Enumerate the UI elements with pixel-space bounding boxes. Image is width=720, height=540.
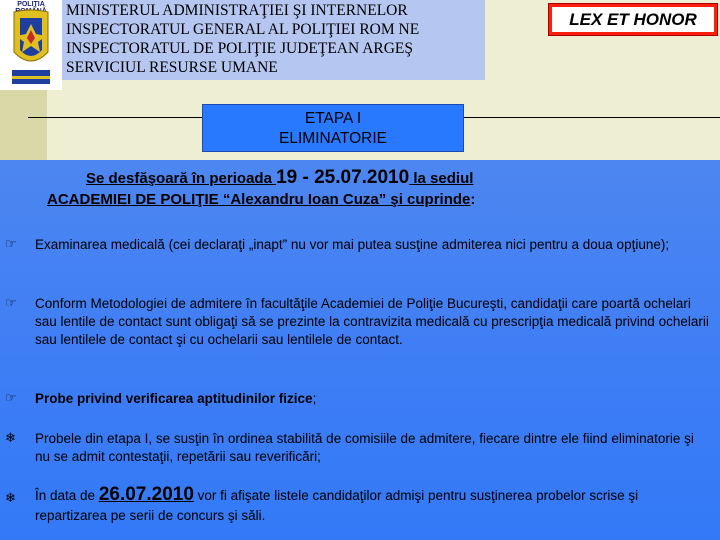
item-physical-tests: [35, 390, 711, 408]
divider-left: [28, 117, 202, 118]
intro-academy-text: ACADEMIEI DE POLIŢIE “Alexandru Ioan Cuza” şi cuprinde: [47, 191, 471, 208]
intro-date: 19 - 25.07.2010: [276, 167, 410, 188]
divider-right: [462, 117, 720, 118]
intro-line1: [86, 167, 473, 189]
hand-pointer-icon: ☞: [5, 390, 17, 405]
item-glasses-rule: Conform Metodologiei de admitere în facultăţile Academiei de Poliţie Bucureşti, candidaţii care poartă ochelari sau lentile de contact sunt obligaţi să se prezinte la contravizita medicală cu prescripţia medicală privind ochelarii sau lentilele de contact şi cu ochelarii sau lentilele de contact.: [35, 296, 709, 347]
snowflake-icon: ❄: [5, 430, 16, 445]
hand-pointer-icon: ☞: [5, 236, 17, 251]
item-results-date: [35, 485, 711, 526]
results-text-a: În data de: [35, 488, 99, 503]
results-text-b: vor fi afişate listele candidaţilor admişi pentru susţinerea probelor scrise şi repartizarea pe serii de concurs şi săli.: [35, 488, 639, 523]
intro-location-text: la sediul: [409, 170, 474, 187]
content-panel: [0, 160, 720, 540]
hand-pointer-icon: ☞: [5, 295, 17, 310]
physical-tests-label: Probe privind verificarea aptitudinilor fizice: [35, 391, 313, 406]
motto-text: LEX ET HONOR: [569, 9, 697, 29]
intro-line2: [47, 191, 475, 208]
stage-title-box: [202, 104, 464, 152]
header-ministry: MINISTERUL ADMINISTRAŢIEI ŞI INTERNELOR: [66, 2, 408, 19]
police-logo: [0, 0, 62, 90]
item-eliminatory-tests: Probele din etapa I, se susţin în ordinea stabilită de comisiile de admitere, fiecare dintre ele fiind eliminatorie şi nu se admit contestaţii, repetării sau reverificări;: [35, 431, 694, 464]
logo-text: POLIŢIA: [17, 1, 45, 8]
stage-title-line2: ELIMINATORIE: [279, 130, 387, 147]
header-inspectorate-county: INSPECTORATUL DE POLIŢIE JUDEŢEAN ARGEŞ: [66, 40, 414, 57]
intro-colon: :: [470, 191, 476, 208]
results-date: 26.07.2010: [98, 484, 194, 505]
coat-of-arms-icon: [0, 0, 62, 90]
intro-period-text: Se desfăşoară în perioada: [86, 170, 277, 187]
snowflake-icon: ❄: [5, 490, 16, 505]
motto-badge-inner: [552, 7, 714, 32]
left-strip: [0, 90, 47, 160]
stage-title-line1: ETAPA I: [304, 110, 362, 127]
header-inspectorate-general: INSPECTORATUL GENERAL AL POLIŢIEI ROM NE: [66, 21, 420, 38]
item-medical-exam: Examinarea medicală (cei declaraţi „inapt” nu vor mai putea susţine admiterea nici pentru a doua opţiune);: [35, 237, 670, 252]
motto-badge: [548, 3, 718, 36]
physical-tests-end: ;: [312, 391, 317, 406]
header-service: SERVICIUL RESURSE UMANE: [66, 59, 278, 76]
header-box: [62, 0, 485, 80]
